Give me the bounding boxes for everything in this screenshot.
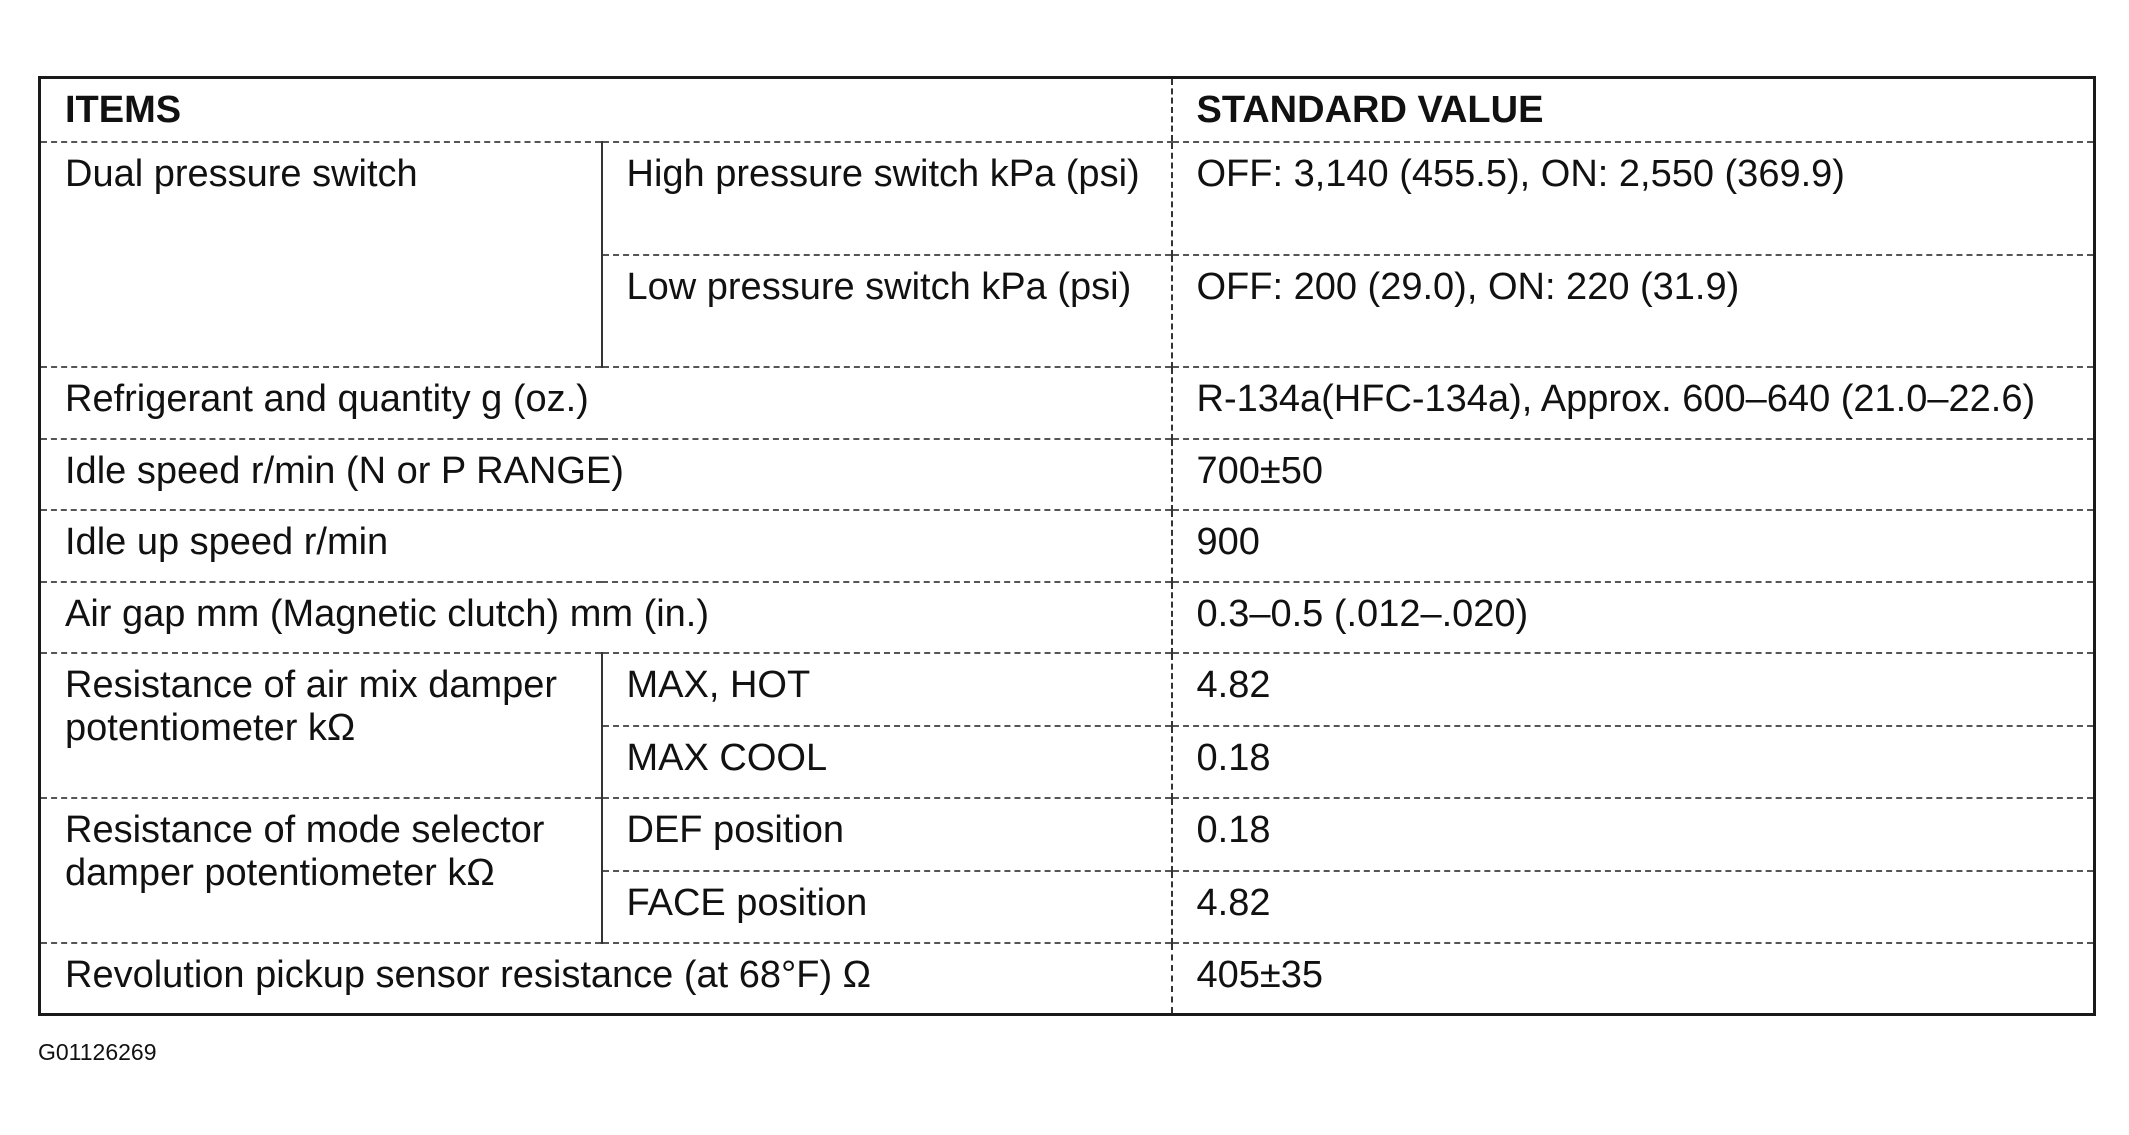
max-cool-value: 0.18 <box>1172 726 2095 798</box>
max-hot-value: 4.82 <box>1172 653 2095 725</box>
def-position-value: 0.18 <box>1172 798 2095 870</box>
idle-speed-label: Idle speed r/min (N or P RANGE) <box>40 439 1172 510</box>
dual-pressure-label: Dual pressure switch <box>65 152 418 195</box>
max-hot-label: MAX, HOT <box>602 653 1172 725</box>
mode-selector-label: Resistance of mode selector damper potentiometer kΩ <box>40 798 602 943</box>
table-row <box>40 798 2095 870</box>
items-header: ITEMS <box>40 78 1172 142</box>
revolution-label: Revolution pickup sensor resistance (at 68°F) Ω <box>40 943 1172 1015</box>
refrigerant-value: R-134a(HFC-134a), Approx. 600–640 (21.0–22.6) <box>1172 367 2095 438</box>
face-position-value: 4.82 <box>1172 871 2095 943</box>
def-position-label: DEF position <box>602 798 1172 870</box>
revolution-value: 405±35 <box>1172 943 2095 1015</box>
table-header-row <box>40 78 2095 142</box>
table-row <box>40 582 2095 653</box>
face-position-label: FACE position <box>602 871 1172 943</box>
table-row <box>40 439 2095 510</box>
table-row <box>40 943 2095 1015</box>
table-row <box>40 142 2095 255</box>
idle-up-value: 900 <box>1172 510 2095 581</box>
low-pressure-label: Low pressure switch kPa (psi) <box>602 255 1172 368</box>
idle-up-label: Idle up speed r/min <box>40 510 1172 581</box>
table-row <box>40 653 2095 725</box>
high-pressure-label: High pressure switch kPa (psi) <box>602 142 1172 255</box>
air-gap-value: 0.3–0.5 (.012–.020) <box>1172 582 2095 653</box>
max-cool-label: MAX COOL <box>602 726 1172 798</box>
table-row <box>40 367 2095 438</box>
high-pressure-value: OFF: 3,140 (455.5), ON: 2,550 (369.9) <box>1172 142 2095 255</box>
air-mix-label: Resistance of air mix damper potentiometer kΩ <box>40 653 602 798</box>
table-row <box>40 510 2095 581</box>
standard-value-header: STANDARD VALUE <box>1172 78 2095 142</box>
figure-id-caption: G01126269 <box>38 1039 157 1065</box>
idle-speed-value: 700±50 <box>1172 439 2095 510</box>
low-pressure-value: OFF: 200 (29.0), ON: 220 (31.9) <box>1172 255 2095 368</box>
refrigerant-label: Refrigerant and quantity g (oz.) <box>40 367 1172 438</box>
specification-table <box>38 76 2096 1016</box>
air-gap-label: Air gap mm (Magnetic clutch) mm (in.) <box>40 582 1172 653</box>
